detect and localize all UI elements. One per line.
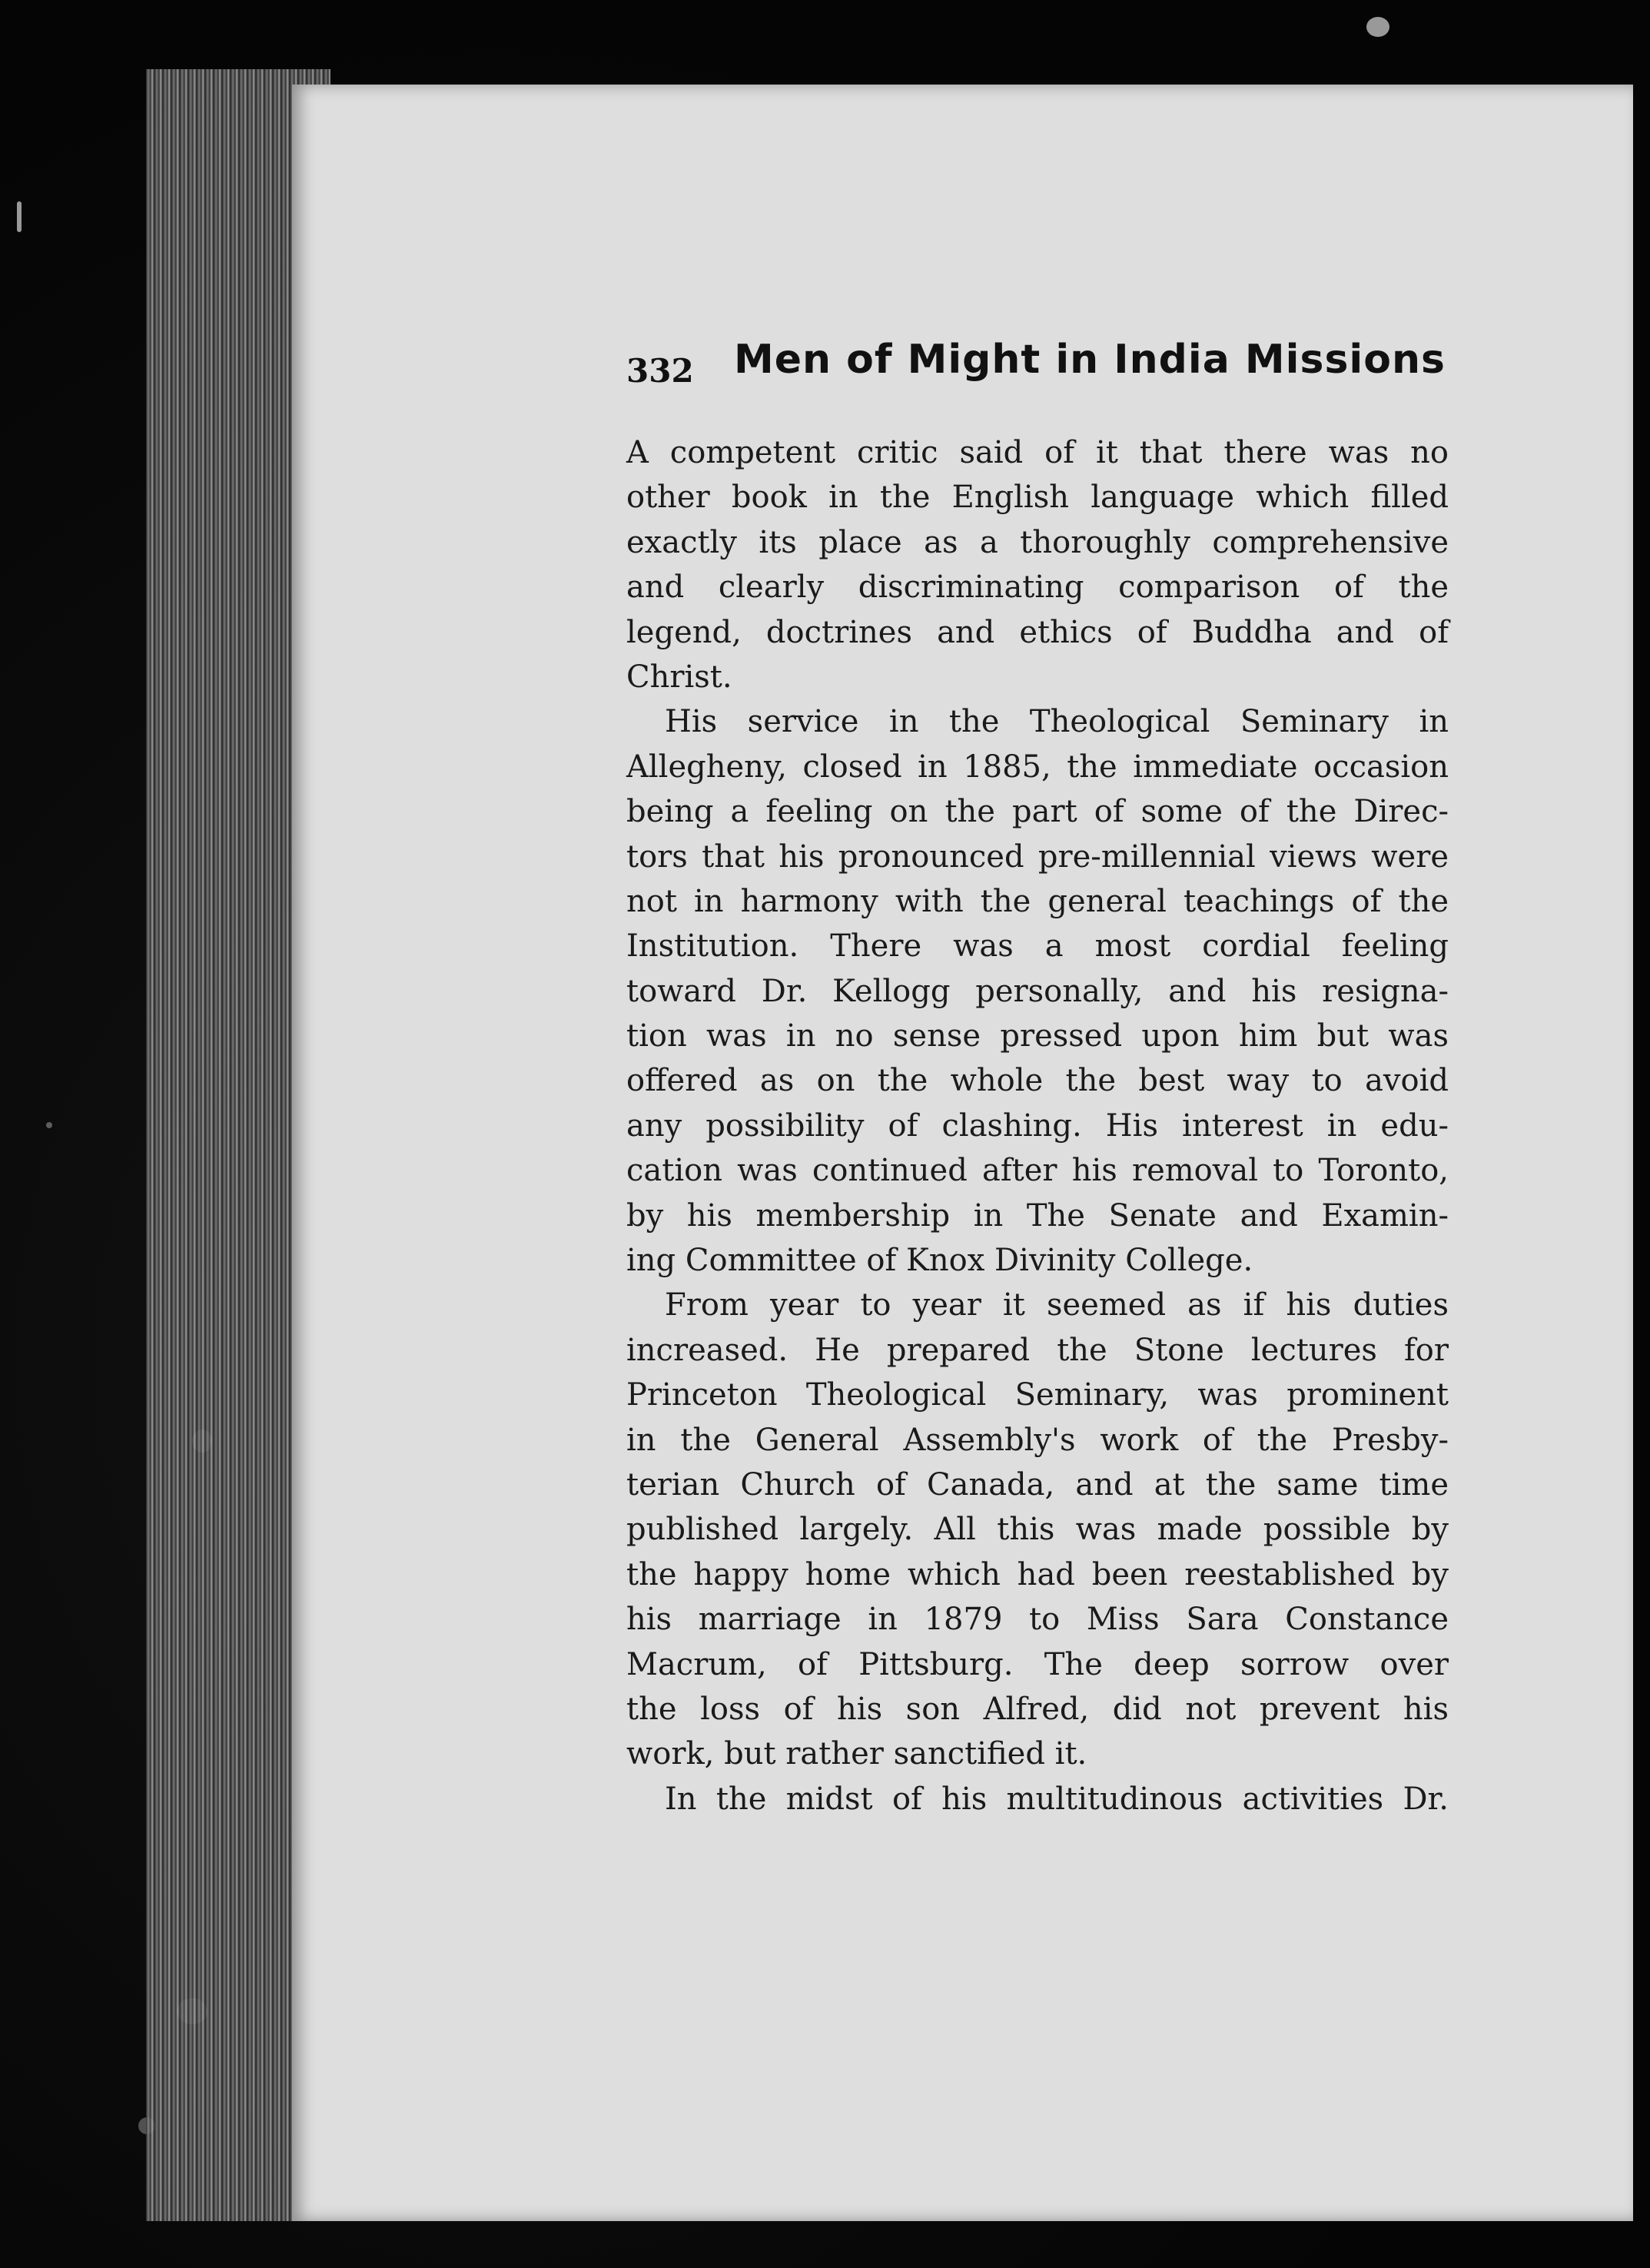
text-line: increased. He prepared the Stone lectures for [626, 1332, 1449, 1368]
text-line: His service in the Theological Seminary in [665, 704, 1449, 740]
text-line: the loss of his son Alfred, did not prevent his [626, 1691, 1449, 1727]
text-line: Allegheny, closed in 1885, the immediate occasion [626, 749, 1449, 785]
page-number: 332 [626, 352, 694, 390]
running-head [626, 337, 1549, 398]
text-line: and clearly discriminating comparison of the [626, 569, 1449, 606]
text-line: A competent critic said of it that there was no [626, 435, 1449, 470]
text-line: offered as on the whole the best way to avoid [626, 1063, 1449, 1099]
text-line: being a feeling on the part of some of the Direc- [626, 794, 1449, 830]
text-line: not in harmony with the general teachings of the [626, 883, 1449, 919]
text-line: work, but rather sanctified it. [626, 1736, 1087, 1772]
text-line: any possibility of clashing. His interest in edu- [626, 1107, 1449, 1144]
text-line: tion was in no sense pressed upon him but was [626, 1018, 1449, 1054]
text-line: published largely. All this was made possible by [626, 1512, 1449, 1548]
body-text [626, 430, 1449, 1821]
text-line: From year to year it seemed as if his duties [665, 1287, 1449, 1323]
dust-speck [17, 201, 22, 232]
text-line: by his membership in The Senate and Examin- [626, 1197, 1449, 1234]
text-line: ing Committee of Knox Divinity College. [626, 1243, 1253, 1279]
text-line: in the General Assembly's work of the Presby- [626, 1422, 1449, 1458]
text-line: Institution. There was a most cordial feeling [626, 928, 1449, 965]
text-line: cation was continued after his removal to Toronto, [626, 1153, 1449, 1189]
text-line: the happy home which had been reestablished by [626, 1556, 1449, 1592]
text-line: tors that his pronounced pre-millennial views were [626, 838, 1449, 875]
text-line: Christ. [626, 659, 732, 695]
text-line: his marriage in 1879 to Miss Sara Constance [626, 1602, 1449, 1638]
dust-speck [46, 1122, 52, 1128]
text-line: toward Dr. Kellogg personally, and his resigna- [626, 973, 1449, 1009]
dust-speck [1366, 17, 1389, 37]
text-line: terian Church of Canada, and at the same time [626, 1466, 1449, 1503]
text-line: legend, doctrines and ethics of Buddha and of [626, 614, 1449, 650]
book-title: Men of Might in India Missions [734, 337, 1446, 383]
text-line: In the midst of his multitudinous activities Dr. [665, 1781, 1449, 1817]
text-line: exactly its place as a thoroughly comprehensive [626, 524, 1449, 560]
text-line: Macrum, of Pittsburg. The deep sorrow over [626, 1646, 1449, 1682]
text-line: other book in the English language which filled [626, 480, 1449, 516]
text-line: Princeton Theological Seminary, was prominent [626, 1377, 1449, 1413]
